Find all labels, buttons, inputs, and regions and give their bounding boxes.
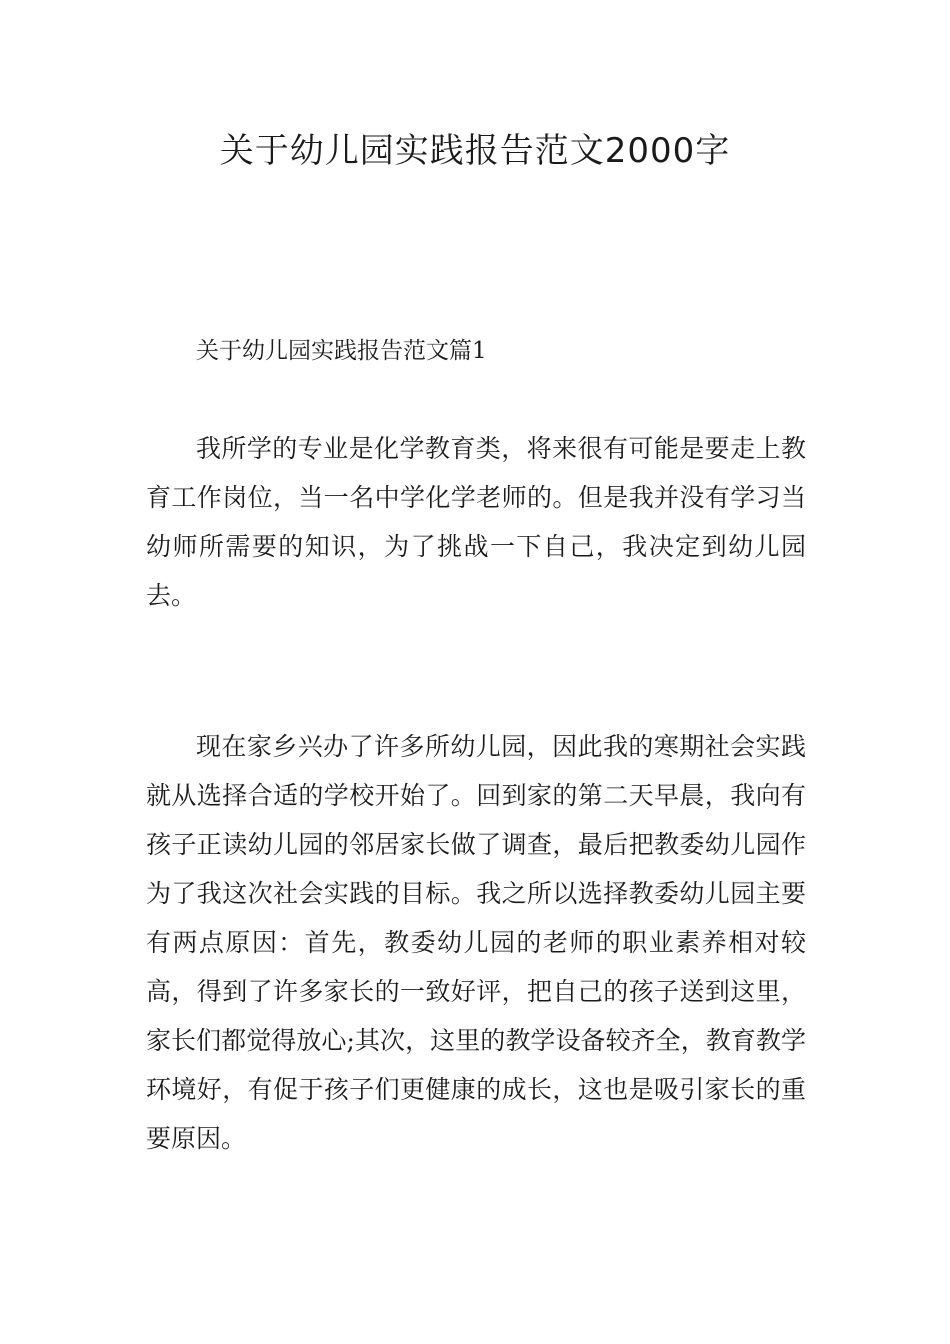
document-title: 关于幼儿园实践报告范文2000字 xyxy=(219,131,731,171)
paragraph-1: 我所学的专业是化学教育类，将来很有可能是要走上教育工作岗位，当一名中学化学老师的。但是我并没有学习当幼师所需要的知识，为了挑战一下自己，我决定到幼儿园去。 xyxy=(146,434,806,610)
section-heading: 关于幼儿园实践报告范文篇1 xyxy=(196,338,487,364)
paragraph-2: 现在家乡兴办了许多所幼儿园，因此我的寒期社会实践就从选择合适的学校开始了。回到家的第二天早晨，我向有孩子正读幼儿园的邻居家长做了调查，最后把教委幼儿园作为了我这次社会实践的目标。我之所以选择教委幼儿园主要有两点原因：首先，教委幼儿园的老师的职业素养相对较高，得到了许多家长的一致好评，把自己的孩子送到这里，家长们都觉得放心;其次，这里的教学设备较齐全，教育教学环境好，有促于孩子们更健康的成长，这也是吸引家长的重要原因。 xyxy=(146,732,806,1153)
